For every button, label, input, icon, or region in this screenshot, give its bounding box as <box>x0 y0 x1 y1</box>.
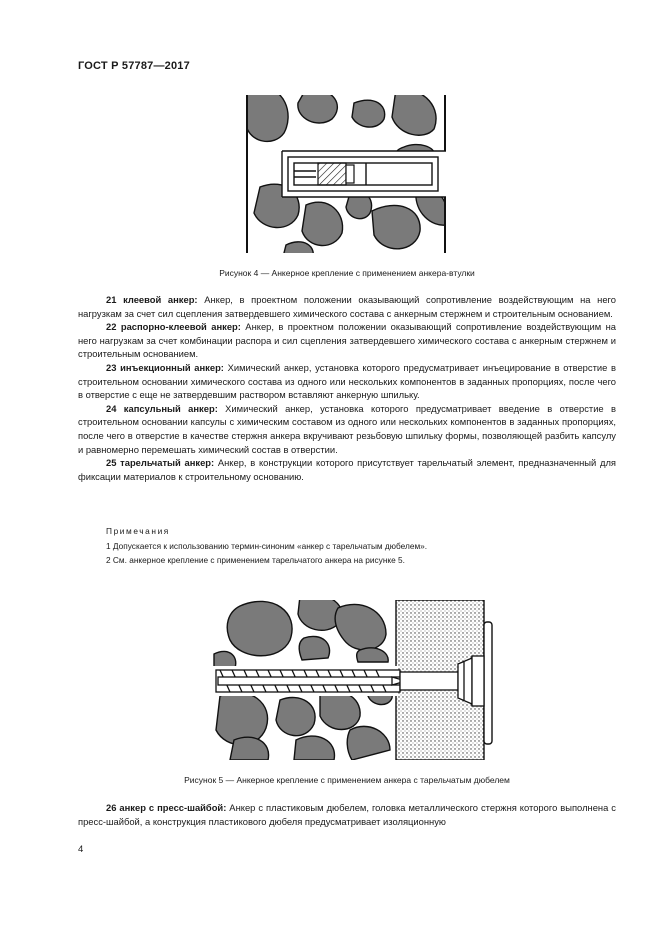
page-number: 4 <box>78 844 84 855</box>
definitions-block <box>78 293 616 483</box>
definition-26-block <box>78 801 616 828</box>
finish-layer <box>484 622 492 744</box>
figure-5-caption: Рисунок 5 — Анкерное крепление с применением анкера с тарельчатым дюбелем <box>184 775 510 785</box>
definition-24 <box>78 402 616 456</box>
notes-title: Примечания <box>106 526 170 536</box>
definition-term: 23 инъекционный анкер: <box>106 361 224 373</box>
definition-term: 24 капсульный анкер: <box>106 402 218 414</box>
definition-text: Анкер с пластиковым дюбелем, головка металлического стержня которого выполнена с пресс-шайбой, а конструкция пластикового дюбеля предусматривает изоляционную <box>78 802 616 827</box>
note-item: 2 См. анкерное крепление с применением тарельчатого анкера на рисунке 5. <box>106 555 405 565</box>
definition-text: Анкер, в проектном положении оказывающий сопротивление воздействующим на него нагрузкам за счет комбинации распора и сил сцепления затвердевшего химического состава с анкерным стержнем и строительным основанием. <box>78 321 617 360</box>
note-item: 1 Допускается к использованию термин-синоним «анкер с тарельчатым дюбелем». <box>106 541 428 551</box>
definition-23 <box>78 361 616 402</box>
definition-term: 25 тарельчатый анкер: <box>106 457 215 469</box>
definition-text: Химический анкер, установка которого предусматривает введение в отверстие в строительном основании капсулы с химическим составом из одного или нескольких компонентов в заданных пропорциях, после чего в отверстие в качестве стержня анкера вкручивают резьбовую шпильку формы, позволяющей разбить капсулу и равномерно перемешать химический состав в отверстии. <box>78 402 616 455</box>
definition-term: 22 распорно-клеевой анкер: <box>106 321 241 333</box>
definition-21 <box>78 293 616 320</box>
definition-22 <box>78 320 616 361</box>
hole-wall-left <box>246 95 248 253</box>
definition-text: Химический анкер, установка которого предусматривает инъецирование в отверстие в строительном основании химического состава из одного или нескольких компонентов в заданных пропорциях, после чего в отверстие с еще не затвердевшим раствором вставляют анкерную шпильку. <box>78 361 616 401</box>
definition-term: 26 анкер с пресс-шайбой: <box>106 802 227 813</box>
expansion-cone <box>318 163 346 185</box>
definition-term: 21 клеевой анкер: <box>106 294 198 305</box>
definition-text: Анкер, в проектном положении оказывающий сопротивление воздействующим на него нагрузкам за счет сил сцепления затвердевшего химического состава с анкерным стержнем и строительным основанием. <box>78 294 616 319</box>
notes-block <box>106 524 616 567</box>
plastic-dowel <box>216 670 406 692</box>
figure-5-drawing <box>210 600 500 760</box>
figure-4-caption: Рисунок 4 — Анкерное крепление с применением анкера-втулки <box>219 268 475 278</box>
definition-25 <box>78 456 616 483</box>
definition-26 <box>78 801 616 828</box>
definition-text: Анкер, в конструкции которого присутствует тарельчатый элемент, предназначенный для фиксации материалов к строительному основанию. <box>78 457 616 482</box>
document-header: ГОСТ Р 57787—2017 <box>78 60 190 72</box>
figure-4-drawing <box>246 95 446 255</box>
